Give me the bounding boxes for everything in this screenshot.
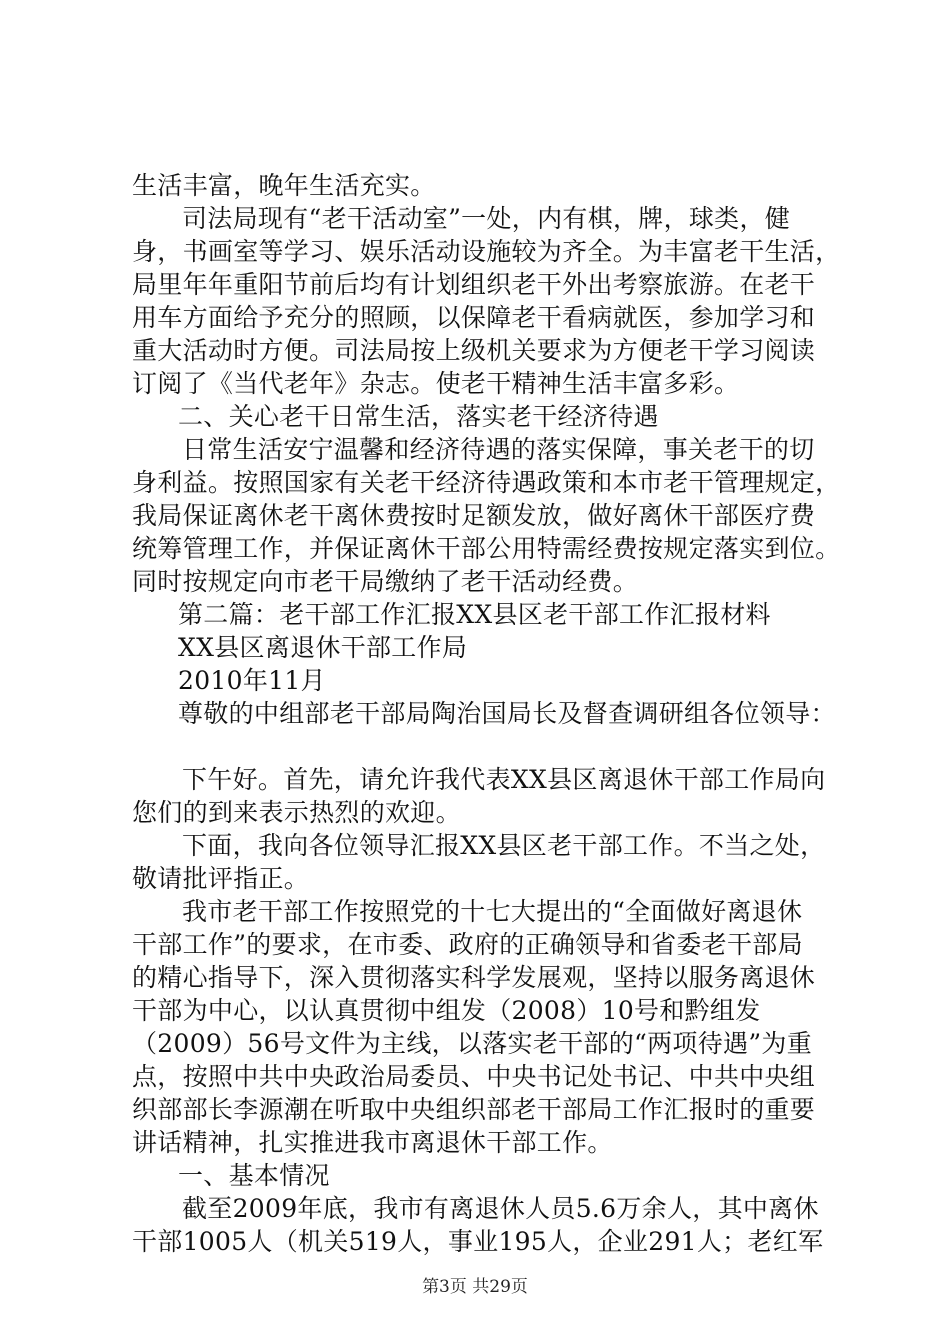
text-line-26: （2009）56号文件为主线，以落实老干部的“两项待遇”为重 (132, 1029, 812, 1058)
text-line-21: 敬请批评指正。 (132, 864, 310, 893)
text-line-12: 统筹管理工作，并保证离休干部公用特需经费按规定落实到位。 (132, 534, 841, 563)
text-line-11: 我局保证离休老干离休费按时足额发放，做好离休干部医疗费 (132, 501, 816, 530)
text-line-28: 织部部长李源潮在听取中央组织部老干部局工作汇报时的重要 (132, 1095, 816, 1124)
text-line-4: 局里年年重阳节前后均有计划组织老干外出考察旅游。在老干 (132, 270, 816, 299)
section-heading-2: 二、关心老干日常生活，落实老干经济待遇 (178, 402, 659, 431)
text-line-3: 身，书画室等学习、娱乐活动设施较为齐全。为丰富老干生活， (132, 237, 841, 266)
text-line-25: 干部为中心，以认真贯彻中组发（2008）10号和黔组发 (132, 996, 761, 1025)
chapter-title: 第二篇：老干部工作汇报XX县区老干部工作汇报材料 (178, 600, 771, 629)
text-line-27: 点，按照中共中央政治局委员、中央书记处书记、中共中央组 (132, 1062, 816, 1091)
text-line-22: 我市老干部工作按照党的十七大提出的“全面做好离退休 (182, 897, 803, 926)
text-line-9: 日常生活安宁温馨和经济待遇的落实保障，事关老干的切 (182, 435, 815, 464)
text-line-13: 同时按规定向市老干局缴纳了老干活动经费。 (132, 567, 639, 596)
text-line-7: 订阅了《当代老年》杂志。使老干精神生活丰富多彩。 (132, 369, 740, 398)
text-line-5: 用车方面给予充分的照顾，以保障老干看病就医，参加学习和 (132, 303, 816, 332)
text-line-20: 下面，我向各位领导汇报XX县区老干部工作。不当之处， (182, 831, 826, 860)
text-line-32: 干部1005人（机关519人，事业195人，企业291人；老红军 (132, 1227, 824, 1256)
text-line-1: 生活丰富，晚年生活充实。 (132, 171, 436, 200)
text-line-31: 截至2009年底，我市有离退休人员5.6万余人，其中离休 (182, 1194, 819, 1223)
text-line-10: 身利益。按照国家有关老干经济待遇政策和本市老干管理规定， (132, 468, 841, 497)
text-line-29: 讲话精神，扎实推进我市离退休干部工作。 (132, 1128, 613, 1157)
section-heading-1: 一、基本情况 (178, 1161, 330, 1190)
text-line-18: 下午好。首先，请允许我代表XX县区离退休干部工作局向 (182, 765, 826, 794)
salutation-line: 尊敬的中组部老干部局陶治国局长及督查调研组各位领导： (178, 699, 836, 728)
organization-line: XX县区离退休干部工作局 (178, 633, 468, 662)
date-line: 2010年11月 (178, 666, 326, 695)
text-line-2: 司法局现有“老干活动室”一处，内有棋，牌，球类，健 (182, 204, 791, 233)
text-line-24: 的精心指导下，深入贯彻落实科学发展观，坚持以服务离退休 (132, 963, 816, 992)
text-line-6: 重大活动时方便。司法局按上级机关要求为方便老干学习阅读 (132, 336, 816, 365)
text-line-23: 干部工作”的要求，在市委、政府的正确领导和省委老干部局 (132, 930, 803, 959)
text-line-19: 您们的到来表示热烈的欢迎。 (132, 798, 461, 827)
page-number-footer: 第3页 共29页 (422, 1277, 528, 1297)
